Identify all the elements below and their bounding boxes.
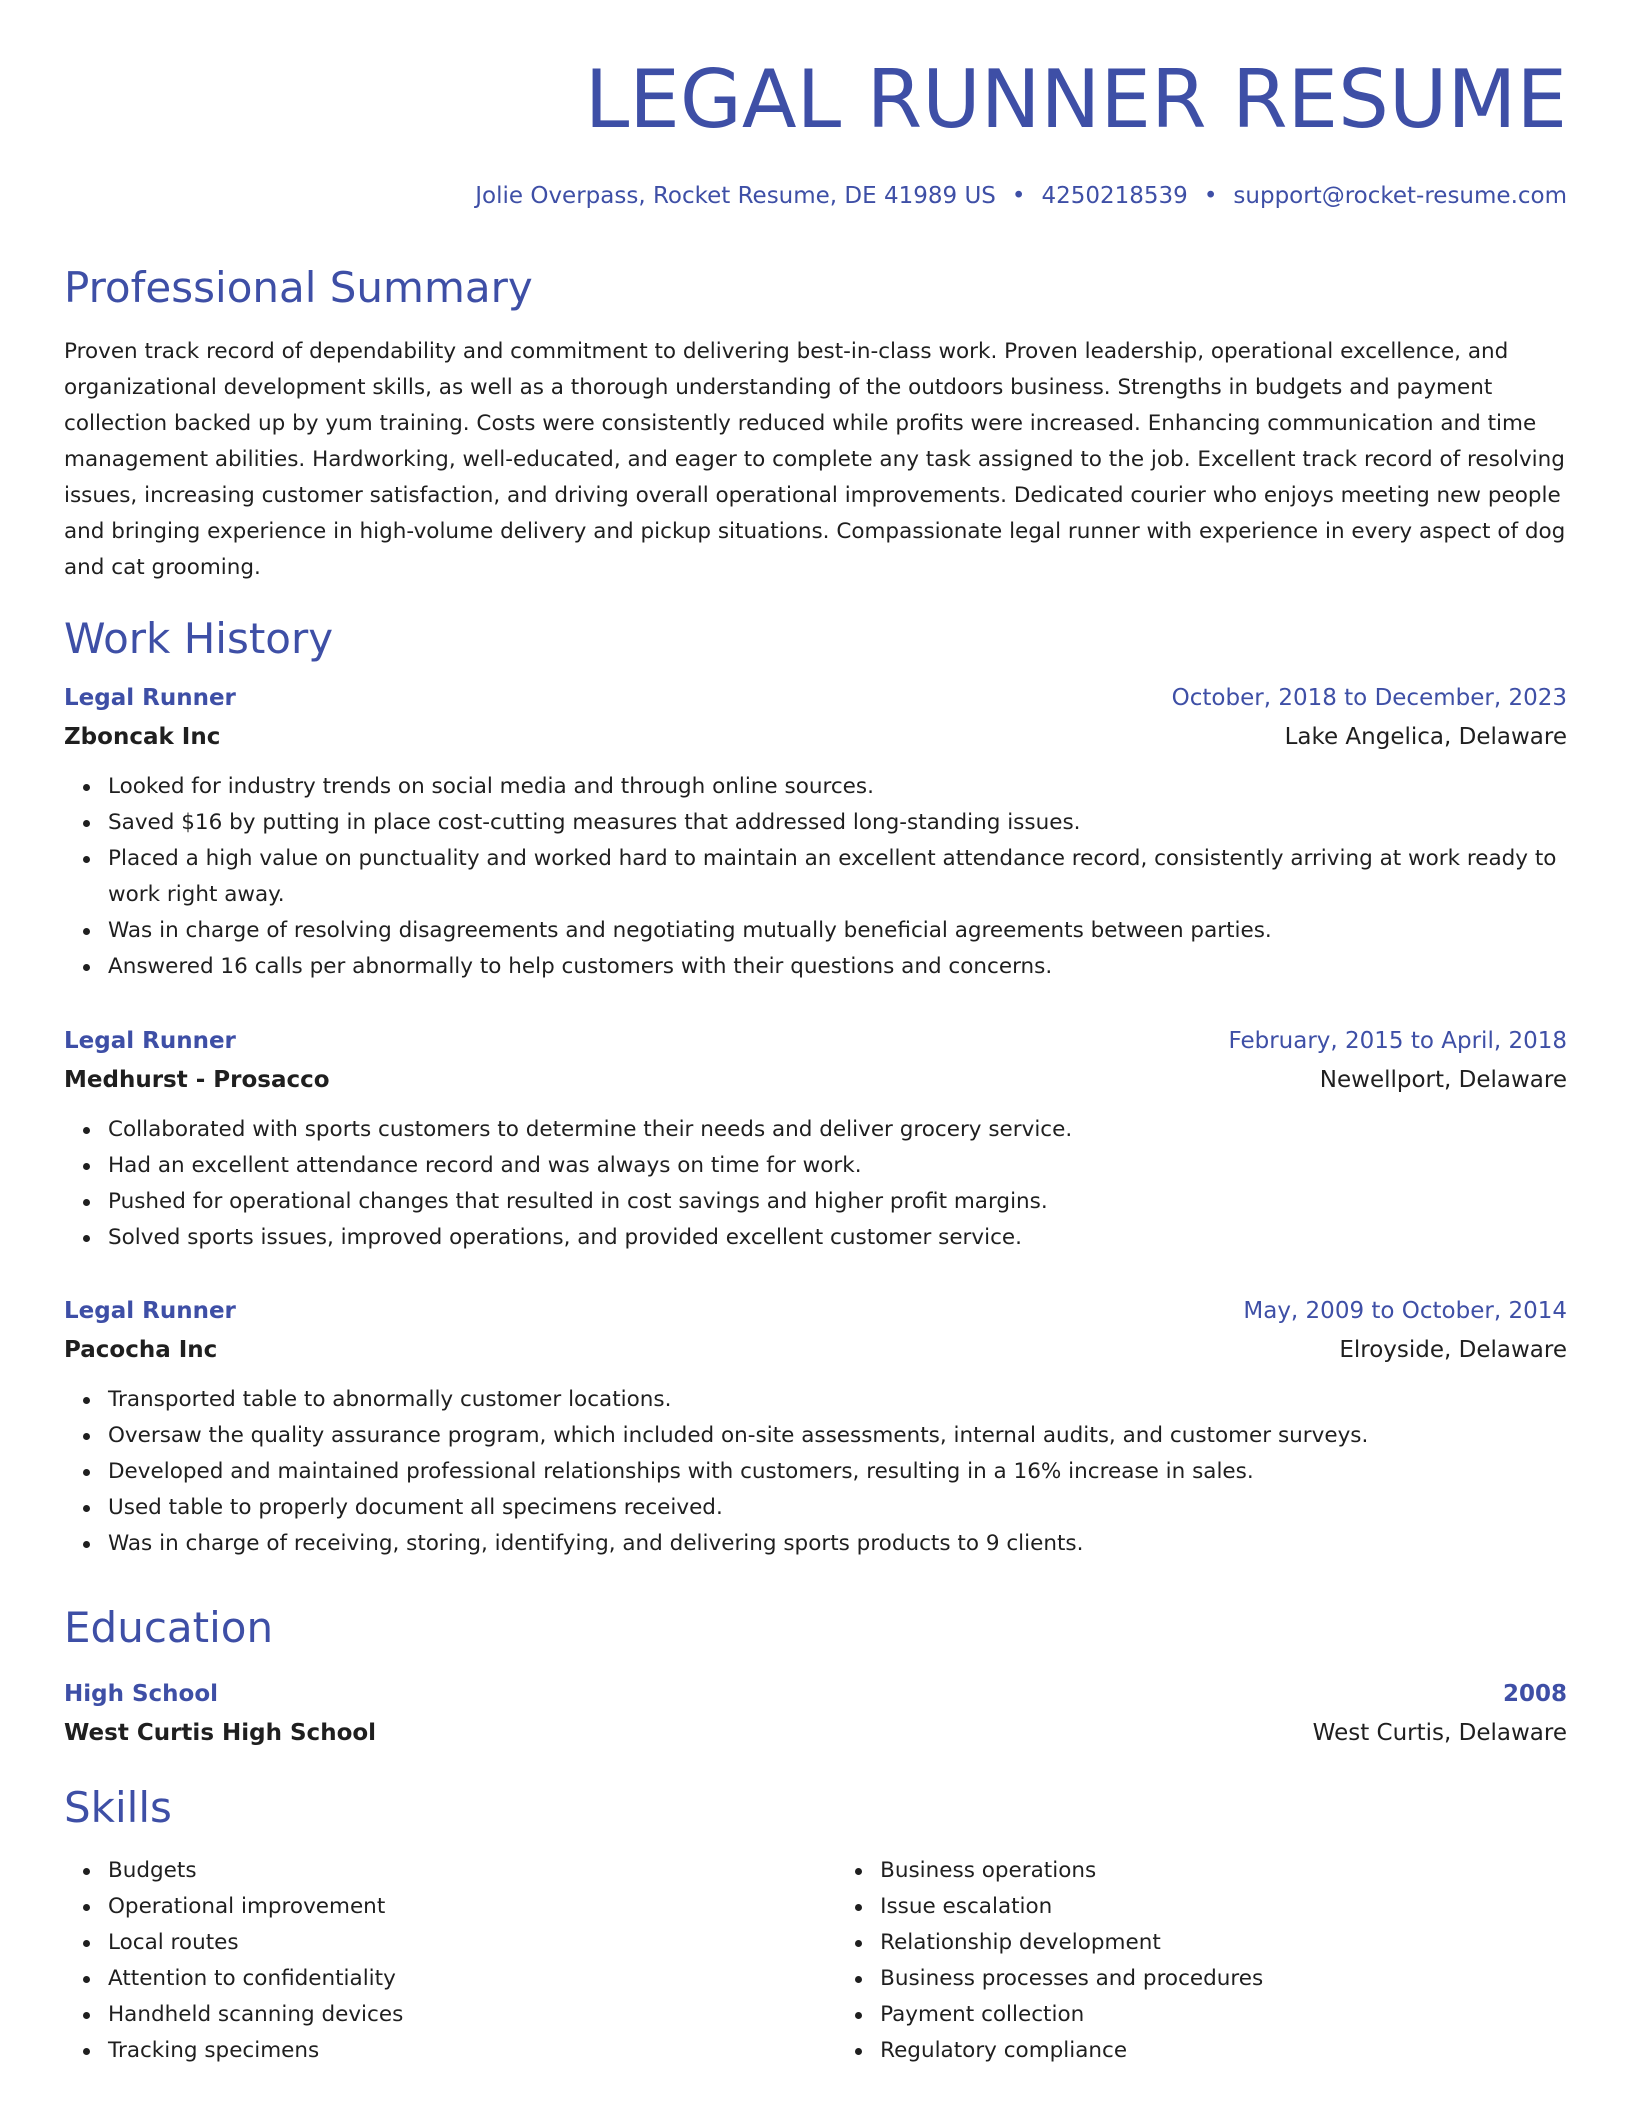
list-item: Was in charge of resolving disagreements and negotiating mutually beneficial agreements between parties. <box>108 913 1567 949</box>
contact-phone[interactable]: 4250218539 <box>1041 183 1188 209</box>
job-location: Elroyside, Delaware <box>1339 1337 1567 1363</box>
contact-line <box>475 180 1567 212</box>
education-subheader <box>64 1717 1567 1749</box>
skills-column-2 <box>836 1853 1567 2069</box>
list-item: Attention to confidentiality <box>108 1961 836 1997</box>
job-entry-2 <box>64 1025 1567 1256</box>
job-header <box>64 1025 1567 1057</box>
list-item: Issue escalation <box>880 1889 1567 1925</box>
summary-heading: Professional Summary <box>64 263 533 312</box>
job-company: Pacocha Inc <box>64 1337 218 1363</box>
list-item: Saved $16 by putting in place cost-cutting measures that addressed long-standing issues. <box>108 805 1567 841</box>
job-location: Lake Angelica, Delaware <box>1284 724 1567 750</box>
job-title: Legal Runner <box>64 1298 236 1324</box>
list-item: Payment collection <box>880 1997 1567 2033</box>
contact-separator: • <box>1203 183 1218 209</box>
job-location: Newellport, Delaware <box>1319 1067 1567 1093</box>
job-bullets <box>64 1112 1567 1256</box>
education-entry <box>64 1678 1567 1749</box>
list-item: Placed a high value on punctuality and worked hard to maintain an excellent attendance record, consistently arriving at work ready to work right away. <box>108 841 1567 913</box>
job-bullets <box>64 1382 1567 1562</box>
list-item: Looked for industry trends on social media and through online sources. <box>108 769 1567 805</box>
list-item: Was in charge of receiving, storing, identifying, and delivering sports products to 9 clients. <box>108 1526 1567 1562</box>
list-item: Regulatory compliance <box>880 2033 1567 2069</box>
list-item: Answered 16 calls per abnormally to help customers with their questions and concerns. <box>108 949 1567 985</box>
education-heading: Education <box>64 1603 274 1652</box>
education-year: 2008 <box>1502 1681 1567 1707</box>
list-item: Used table to properly document all specimens received. <box>108 1490 1567 1526</box>
list-item: Collaborated with sports customers to determine their needs and deliver grocery service. <box>108 1112 1567 1148</box>
job-title: Legal Runner <box>64 685 236 711</box>
list-item: Transported table to abnormally customer locations. <box>108 1382 1567 1418</box>
summary-text: Proven track record of dependability and commitment to delivering best-in-class work. Proven leadership, operational excellence, and organizational development skills, as well as a thorough understanding of the outdoors business. Strengths in budgets and payment collection backed up by yum training. Costs were consistently reduced while profits were increased. Enhancing communication and time management abilities. Hardworking, well-educated, and eager to complete any task assigned to the job. Excellent track record of resolving issues, increasing customer satisfaction, and driving overall operational improvements. Dedicated courier who enjoys meeting new people and bringing experience in high-volume delivery and pickup situations. Compassionate legal runner with experience in every aspect of dog and cat grooming. <box>64 339 1566 580</box>
job-entry-1 <box>64 682 1567 985</box>
list-item: Had an excellent attendance record and was always on time for work. <box>108 1148 1567 1184</box>
list-item: Budgets <box>108 1853 836 1889</box>
work-history-heading: Work History <box>64 614 334 663</box>
contact-address: Jolie Overpass, Rocket Resume, DE 41989 US <box>475 183 996 209</box>
job-subheader <box>64 1064 1567 1096</box>
job-subheader <box>64 1334 1567 1366</box>
list-item: Relationship development <box>880 1925 1567 1961</box>
list-item: Oversaw the quality assurance program, which included on-site assessments, internal audits, and customer surveys. <box>108 1418 1567 1454</box>
job-company: Zboncak Inc <box>64 724 221 750</box>
job-header <box>64 682 1567 714</box>
contact-separator: • <box>1011 183 1026 209</box>
list-item: Operational improvement <box>108 1889 836 1925</box>
list-item: Local routes <box>108 1925 836 1961</box>
list-item: Pushed for operational changes that resulted in cost savings and higher profit margins. <box>108 1184 1567 1220</box>
education-location: West Curtis, Delaware <box>1312 1720 1567 1746</box>
job-header <box>64 1295 1567 1327</box>
education-degree: High School <box>64 1681 219 1707</box>
job-dates: February, 2015 to April, 2018 <box>1228 1028 1567 1054</box>
job-entry-3 <box>64 1295 1567 1562</box>
education-header <box>64 1678 1567 1710</box>
contact-email[interactable]: support@rocket-resume.com <box>1233 183 1567 209</box>
job-title: Legal Runner <box>64 1028 236 1054</box>
skills-heading: Skills <box>64 1783 172 1832</box>
job-bullets <box>64 769 1567 985</box>
skills-list <box>64 1853 1567 2069</box>
job-company: Medhurst - Prosacco <box>64 1067 330 1093</box>
list-item: Business processes and procedures <box>880 1961 1567 1997</box>
job-subheader <box>64 721 1567 753</box>
job-dates: May, 2009 to October, 2014 <box>1243 1298 1567 1324</box>
list-item: Solved sports issues, improved operations, and provided excellent customer service. <box>108 1220 1567 1256</box>
list-item: Business operations <box>880 1853 1567 1889</box>
list-item: Handheld scanning devices <box>108 1997 836 2033</box>
resume-title: LEGAL RUNNER RESUME <box>584 53 1567 146</box>
skills-column-1 <box>64 1853 836 2069</box>
education-school: West Curtis High School <box>64 1720 377 1746</box>
list-item: Developed and maintained professional relationships with customers, resulting in a 16% increase in sales. <box>108 1454 1567 1490</box>
list-item: Tracking specimens <box>108 2033 836 2069</box>
job-dates: October, 2018 to December, 2023 <box>1171 685 1567 711</box>
